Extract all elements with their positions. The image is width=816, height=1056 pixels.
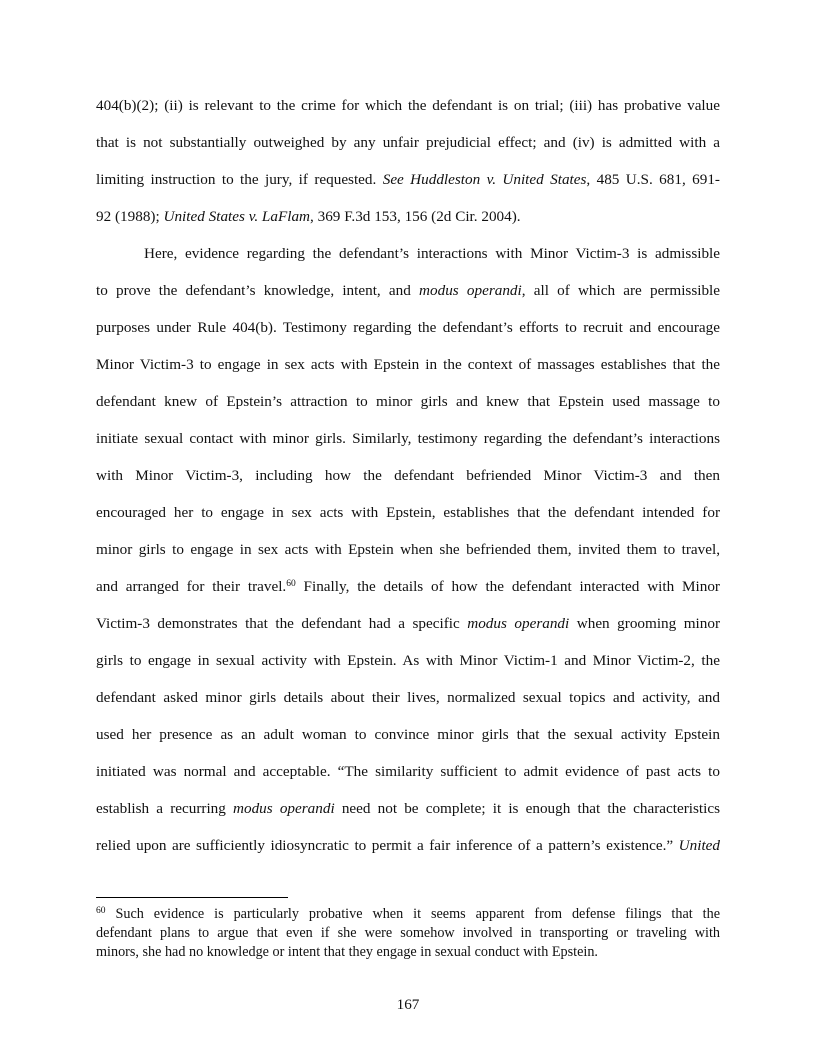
case-citation: United: [678, 837, 720, 854]
body-line: [96, 207, 720, 227]
body-line: defendant knew of Epstein’s attraction to minor girls and knew that Epstein used massage to: [96, 393, 720, 410]
text: limiting instruction to the jury, if requested.: [96, 171, 383, 188]
emphasis: modus operandi: [233, 800, 335, 817]
emphasis: modus operandi: [467, 615, 570, 632]
body-line: [96, 836, 720, 856]
body-line: that is not substantially outweighed by any unfair prejudicial effect; and (iv) is admitted with a: [96, 134, 720, 151]
body-line: Minor Victim-3 to engage in sex acts with Epstein in the context of massages establishes that the: [96, 356, 720, 373]
body-line: [96, 281, 720, 301]
text: , 485 U.S. 681, 691-: [586, 171, 720, 188]
footnote-reference[interactable]: 60: [286, 579, 296, 589]
body-line: [96, 577, 720, 597]
footnote-line: [96, 905, 720, 924]
emphasis: modus operandi: [419, 282, 522, 299]
text: and arranged for their travel.: [96, 578, 287, 595]
body-line: encouraged her to engage in sex acts with Epstein, establishes that the defendant intended for: [96, 504, 720, 521]
body-line: [96, 170, 720, 190]
body-line: [96, 799, 720, 819]
footnote-line: minors, she had no knowledge or intent that they engage in sexual conduct with Epstein.: [96, 944, 598, 960]
text: Victim-3 demonstrates that the defendant had a specific: [96, 615, 468, 632]
case-citation: United States v. LaFlam: [163, 208, 311, 225]
text: Such evidence is particularly probative when it seems apparent from defense filings that the: [105, 906, 720, 922]
body-line: purposes under Rule 404(b). Testimony regarding the defendant’s efforts to recruit and encourage: [96, 319, 720, 336]
body-line: 404(b)(2); (ii) is relevant to the crime for which the defendant is on trial; (iii) has probative value: [96, 97, 720, 114]
text: , 369 F.3d 153, 156 (2d Cir. 2004).: [310, 208, 521, 225]
text: need not be complete; it is enough that the characteristics: [334, 800, 720, 817]
body-line: minor girls to engage in sex acts with Epstein when she befriended them, invited them to travel,: [96, 541, 720, 558]
footnote-number: 60: [96, 906, 106, 916]
body-line: [96, 614, 720, 634]
text: Finally, the details of how the defendant interacted with Minor: [295, 578, 720, 595]
footnote-line: defendant plans to argue that even if she were somehow involved in transporting or traveling with: [96, 925, 720, 941]
page-number: 167: [396, 996, 420, 1013]
text: when grooming minor: [569, 615, 721, 632]
footnote-divider: [96, 897, 288, 898]
body-line: with Minor Victim-3, including how the defendant befriended Minor Victim-3 and then: [96, 467, 720, 484]
text: relied upon are sufficiently idiosyncratic to permit a fair inference of a pattern’s existence.”: [96, 837, 679, 854]
body-line: used her presence as an adult woman to convince minor girls that the sexual activity Epstein: [96, 726, 720, 743]
body-line: defendant asked minor girls details about their lives, normalized sexual topics and activity, and: [96, 689, 720, 706]
body-line: initiate sexual contact with minor girls. Similarly, testimony regarding the defendant’s interactions: [96, 430, 720, 447]
text: 92 (1988);: [96, 208, 164, 225]
text: establish a recurring: [96, 800, 234, 817]
case-citation: See Huddleston v. United States: [382, 171, 587, 188]
body-line: initiated was normal and acceptable. “The similarity sufficient to admit evidence of past acts to: [96, 763, 720, 780]
text: , all of which are permissible: [521, 282, 721, 299]
paragraph-first-line: Here, evidence regarding the defendant’s interactions with Minor Victim-3 is admissible: [144, 245, 720, 262]
text: to prove the defendant’s knowledge, intent, and: [96, 282, 420, 299]
body-line: girls to engage in sexual activity with Epstein. As with Minor Victim-1 and Minor Victim-2, the: [96, 652, 720, 669]
